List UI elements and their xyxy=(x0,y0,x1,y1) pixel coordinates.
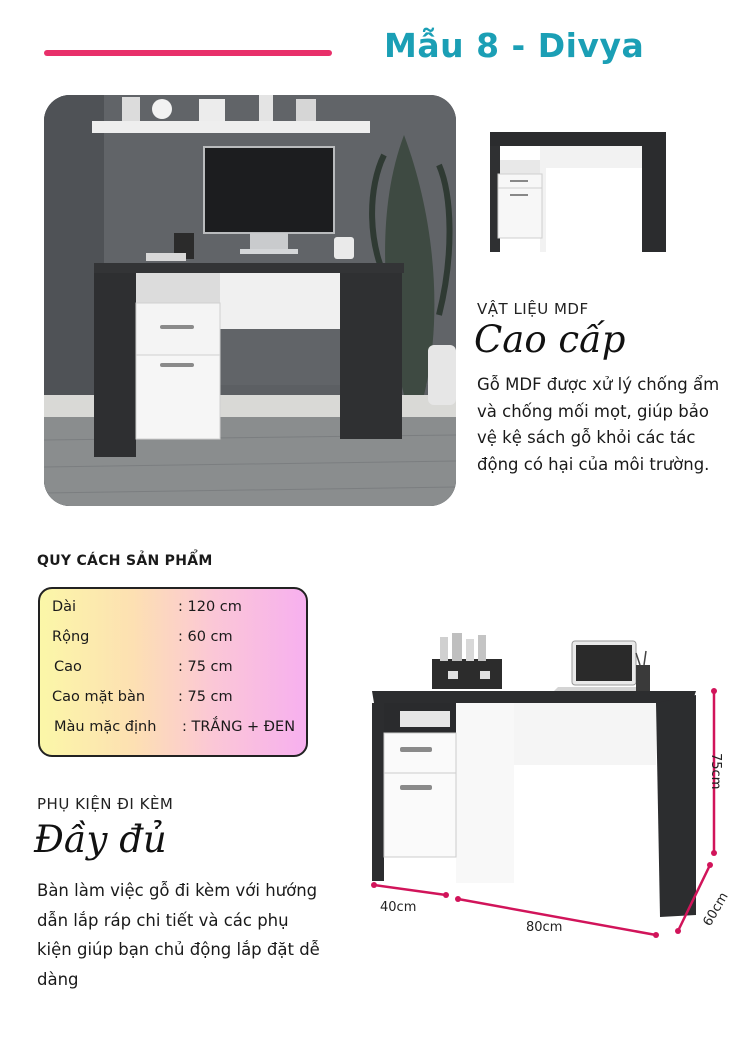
spec-label: Rộng xyxy=(52,629,90,645)
accent-rule xyxy=(44,50,332,56)
spec-value: : 75 cm xyxy=(178,659,233,675)
material-description: Gỗ MDF được xử lý chống ẩm và chống mối mọt, giúp bảo vệ kệ sách gỗ khỏi các tác động có hại của môi trường. xyxy=(477,375,720,474)
spec-value: : 120 cm xyxy=(178,599,242,615)
material-kicker: VẬT LIỆU MDF xyxy=(477,300,589,318)
desk-thumbnail xyxy=(484,124,674,264)
product-room-photo xyxy=(44,95,456,506)
spec-value: : TRẮNG + ĐEN xyxy=(182,719,296,735)
desk-dimension-illustration xyxy=(360,625,740,955)
opening-width-dimension-label: 80cm xyxy=(526,920,563,935)
drawer-width-dimension-label: 40cm xyxy=(380,900,417,915)
spec-row xyxy=(40,627,306,651)
spec-row xyxy=(40,657,306,681)
spec-row xyxy=(40,687,306,711)
spec-label: Cao xyxy=(54,659,82,675)
spec-label: Dài xyxy=(52,599,77,615)
spec-row xyxy=(40,597,306,621)
page-title: Mẫu 8 - Divya xyxy=(384,26,645,65)
accessories-description: Bàn làm việc gỗ đi kèm với hướng dẫn lắp ráp chi tiết và các phụ kiện giúp bạn chủ động lắp đặt dễ dàng xyxy=(37,881,320,989)
material-script-title: Cao cấp xyxy=(474,318,626,361)
depth-dimension-label: 60cm xyxy=(700,890,732,929)
room-illustration xyxy=(44,95,456,506)
spec-heading: QUY CÁCH SẢN PHẨM xyxy=(37,553,213,569)
desk-thumbnail-illustration xyxy=(484,124,674,264)
spec-table xyxy=(38,587,308,757)
height-dimension-label: 75cm xyxy=(708,753,723,790)
spec-label: Màu mặc định xyxy=(54,719,157,735)
spec-value: : 75 cm xyxy=(178,689,233,705)
accessories-kicker: PHỤ KIỆN ĐI KÈM xyxy=(37,795,174,813)
accessories-script-title: Đầy đủ xyxy=(34,818,167,861)
spec-value: : 60 cm xyxy=(178,629,233,645)
dimension-diagram xyxy=(360,625,740,955)
spec-label: Cao mặt bàn xyxy=(52,689,146,705)
spec-row xyxy=(40,717,306,741)
